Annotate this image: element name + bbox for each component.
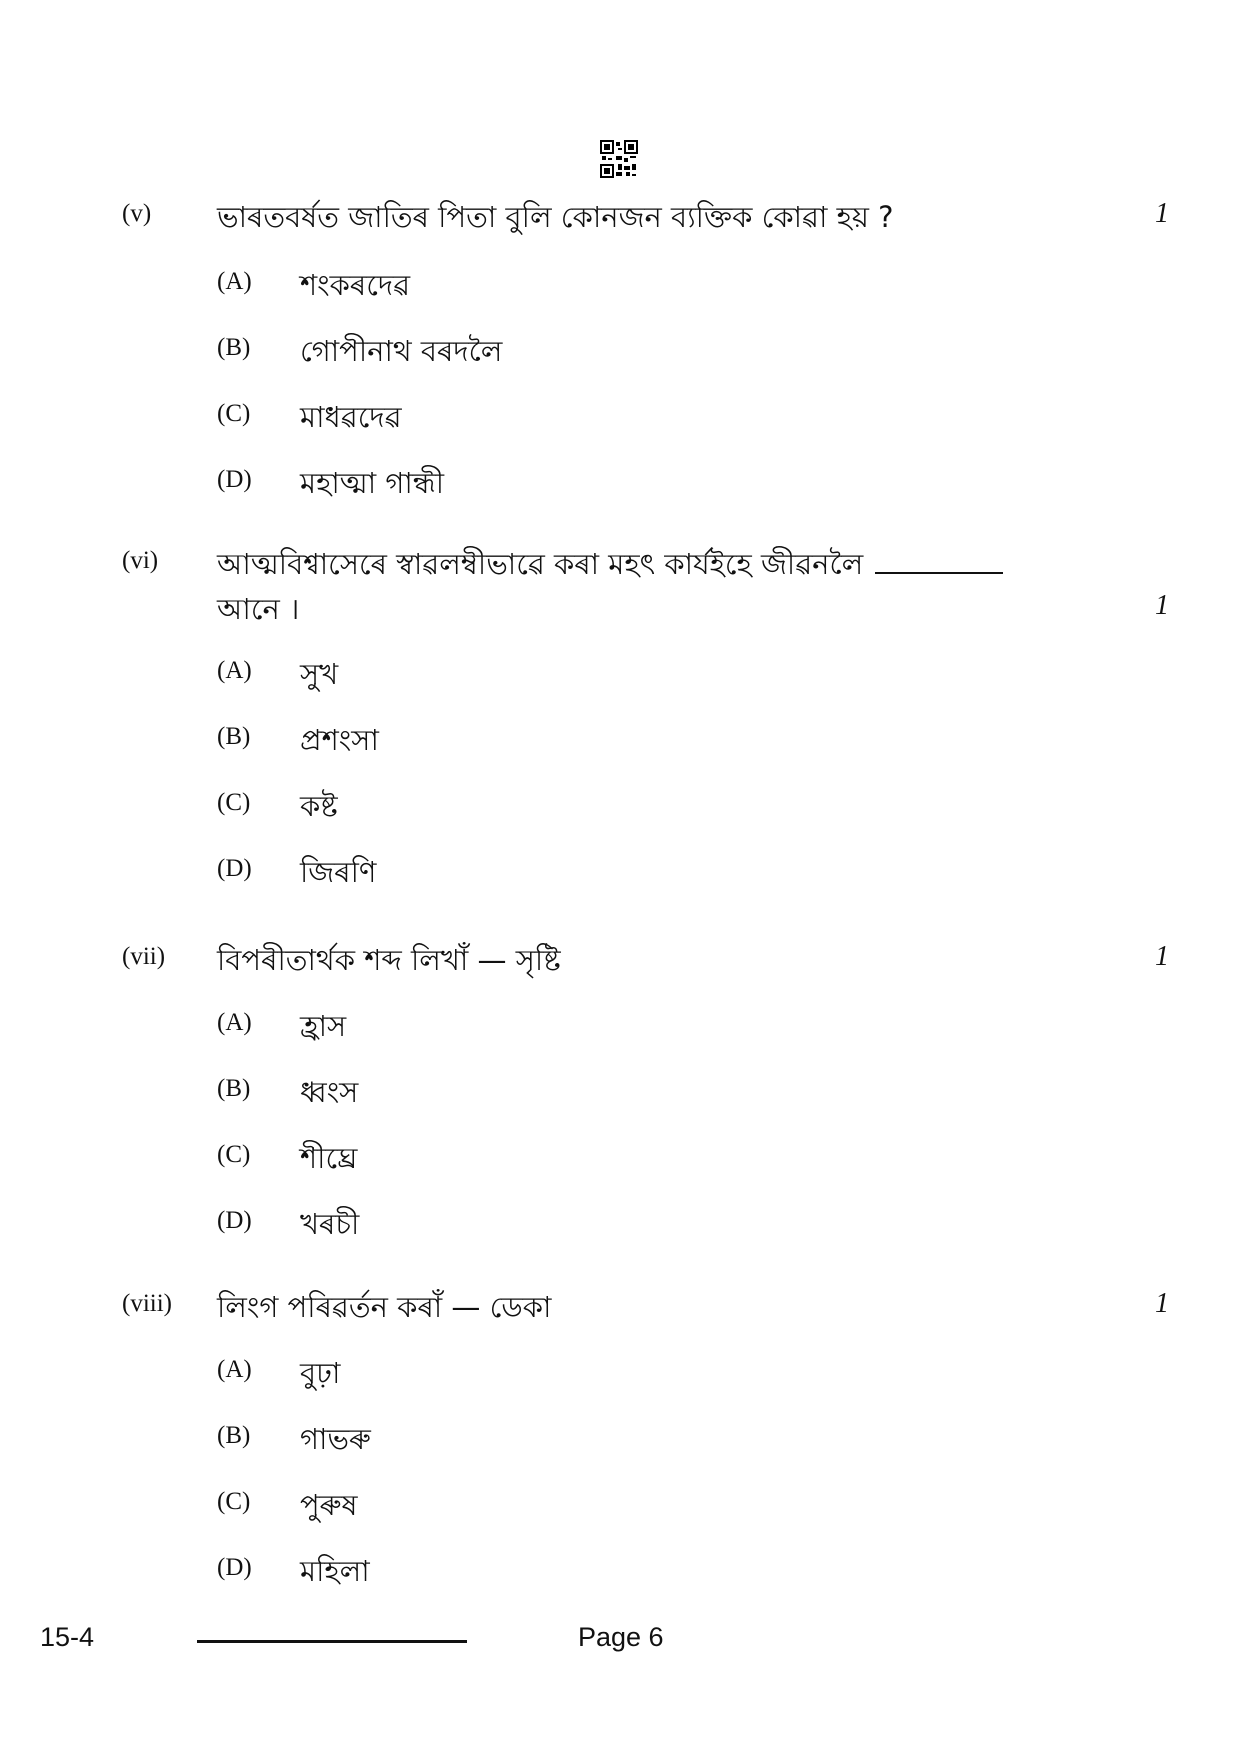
option-text: হ্ৰাস xyxy=(300,1009,347,1043)
option-label: (C) xyxy=(217,400,251,427)
option-label: (D) xyxy=(217,855,252,882)
option-label: (D) xyxy=(217,466,252,493)
question-number: (v) xyxy=(122,200,152,227)
option-text: মহিলা xyxy=(300,1554,370,1588)
question-number: (vii) xyxy=(122,943,166,970)
option-label: (B) xyxy=(217,723,251,750)
option-text: সুখ xyxy=(300,657,339,691)
option-label: (A) xyxy=(217,657,252,684)
option-label: (C) xyxy=(217,789,251,816)
question-marks: 1 xyxy=(1155,590,1169,621)
qr-code-icon xyxy=(600,140,638,178)
option-text: শীঘ্ৰে xyxy=(300,1141,358,1175)
option-text: ধ্বংস xyxy=(300,1075,359,1109)
option-text: খৰচী xyxy=(300,1207,360,1241)
question-marks: 1 xyxy=(1155,1288,1169,1319)
option-label: (C) xyxy=(217,1488,251,1515)
page-number: Page 6 xyxy=(578,1622,664,1652)
question-text-line2: আনে । xyxy=(217,592,300,626)
question-marks: 1 xyxy=(1155,198,1169,229)
option-text: জিৰণি xyxy=(300,855,377,889)
option-label: (B) xyxy=(217,1422,251,1449)
option-label: (D) xyxy=(217,1207,252,1234)
option-text: মাধৱদেৱ xyxy=(300,400,402,434)
option-label: (B) xyxy=(217,334,251,361)
question-marks: 1 xyxy=(1155,941,1169,972)
question-number: (viii) xyxy=(122,1290,172,1317)
option-text: কষ্ট xyxy=(300,789,338,823)
option-label: (A) xyxy=(217,1356,252,1383)
question-text-line1: আত্মবিশ্বাসেৰে স্বাৱলম্বীভাৱে কৰা মহৎ কাৰ্যইহে জীৱনলৈ xyxy=(217,547,864,581)
question-text: বিপৰীতাৰ্থক শব্দ লিখাঁ — সৃষ্টি xyxy=(217,943,561,977)
question-text: ভাৰতবৰ্ষত জাতিৰ পিতা বুলি কোনজন ব্যক্তিক কোৱা হয় ? xyxy=(217,200,894,234)
option-text: প্ৰশংসা xyxy=(300,723,379,757)
option-text: শংকৰদেৱ xyxy=(300,268,411,302)
question-text xyxy=(217,542,1117,591)
option-text: গাভৰু xyxy=(300,1422,371,1456)
option-label: (C) xyxy=(217,1141,251,1168)
footer-rule xyxy=(197,1640,467,1643)
question-number: (vi) xyxy=(122,547,159,574)
option-text: গোপীনাথ বৰদলৈ xyxy=(300,334,503,368)
fill-in-blank xyxy=(875,572,1003,574)
option-text: বুঢ়া xyxy=(300,1356,341,1390)
option-text: মহাত্মা গান্ধী xyxy=(300,466,444,500)
option-label: (A) xyxy=(217,1009,252,1036)
question-text: লিংগ পৰিৱৰ্তন কৰাঁ — ডেকা xyxy=(217,1290,552,1324)
option-label: (B) xyxy=(217,1075,251,1102)
option-label: (A) xyxy=(217,268,252,295)
paper-code: 15-4 xyxy=(40,1622,95,1652)
option-text: পুৰুষ xyxy=(300,1488,358,1522)
option-label: (D) xyxy=(217,1554,252,1581)
